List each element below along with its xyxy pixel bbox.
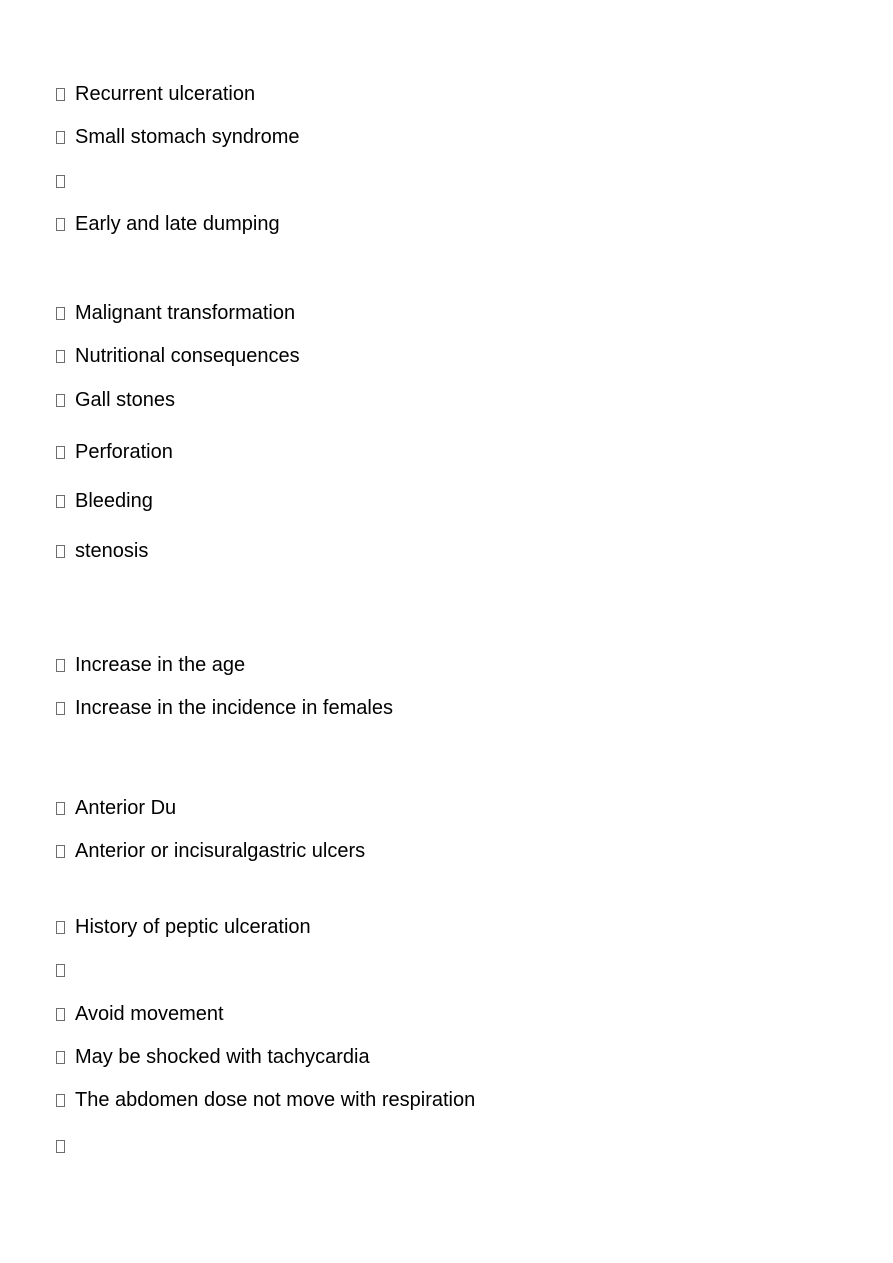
- list-item-text: The abdomen dose not move with respiration: [75, 1089, 476, 1111]
- list-item-text: Anterior Du: [75, 797, 177, 819]
- list-item: [56, 169, 75, 193]
- missing-glyph-icon: [56, 1140, 65, 1153]
- list-item-text: Perforation: [75, 441, 173, 463]
- missing-glyph-icon: [56, 218, 65, 231]
- list-item: [56, 125, 300, 149]
- list-item: [56, 212, 280, 236]
- missing-glyph-icon: [56, 307, 65, 320]
- list-item: [56, 839, 365, 863]
- list-item: [56, 539, 148, 563]
- list-item-text: Small stomach syndrome: [75, 126, 300, 148]
- missing-glyph-icon: [56, 845, 65, 858]
- missing-glyph-icon: [56, 131, 65, 144]
- list-item: [56, 388, 175, 412]
- missing-glyph-icon: [56, 802, 65, 815]
- missing-glyph-icon: [56, 175, 65, 188]
- list-item-text: stenosis: [75, 540, 149, 562]
- list-item-text: Recurrent ulceration: [75, 83, 256, 105]
- missing-glyph-icon: [56, 545, 65, 558]
- missing-glyph-icon: [56, 1094, 65, 1107]
- missing-glyph-icon: [56, 702, 65, 715]
- list-item-text: May be shocked with tachycardia: [75, 1046, 370, 1068]
- missing-glyph-icon: [56, 964, 65, 977]
- list-item: [56, 82, 255, 106]
- list-item: [56, 1088, 475, 1112]
- list-item: [56, 489, 153, 513]
- missing-glyph-icon: [56, 1051, 65, 1064]
- list-item: [56, 1134, 75, 1158]
- list-item: [56, 696, 393, 720]
- missing-glyph-icon: [56, 659, 65, 672]
- list-item-text: Malignant transformation: [75, 302, 296, 324]
- list-item-text: Anterior or incisuralgastric ulcers: [75, 840, 366, 862]
- list-item-text: Increase in the age: [75, 654, 246, 676]
- list-item: [56, 1002, 224, 1026]
- list-item: [56, 440, 173, 464]
- list-item-text: Avoid movement: [75, 1003, 224, 1025]
- missing-glyph-icon: [56, 350, 65, 363]
- list-item: [56, 915, 311, 939]
- missing-glyph-icon: [56, 394, 65, 407]
- list-item: [56, 344, 300, 368]
- list-item: [56, 653, 245, 677]
- list-item-text: History of peptic ulceration: [75, 916, 311, 938]
- list-item-text: Bleeding: [75, 490, 153, 512]
- list-item: [56, 1045, 370, 1069]
- missing-glyph-icon: [56, 446, 65, 459]
- list-item-text: Gall stones: [75, 389, 176, 411]
- missing-glyph-icon: [56, 921, 65, 934]
- list-item-text: Nutritional consequences: [75, 345, 300, 367]
- list-item: [56, 958, 75, 982]
- list-item: [56, 796, 176, 820]
- list-item-text: Increase in the incidence in females: [75, 697, 393, 719]
- missing-glyph-icon: [56, 88, 65, 101]
- missing-glyph-icon: [56, 495, 65, 508]
- list-item: [56, 301, 295, 325]
- missing-glyph-icon: [56, 1008, 65, 1021]
- list-item-text: Early and late dumping: [75, 213, 280, 235]
